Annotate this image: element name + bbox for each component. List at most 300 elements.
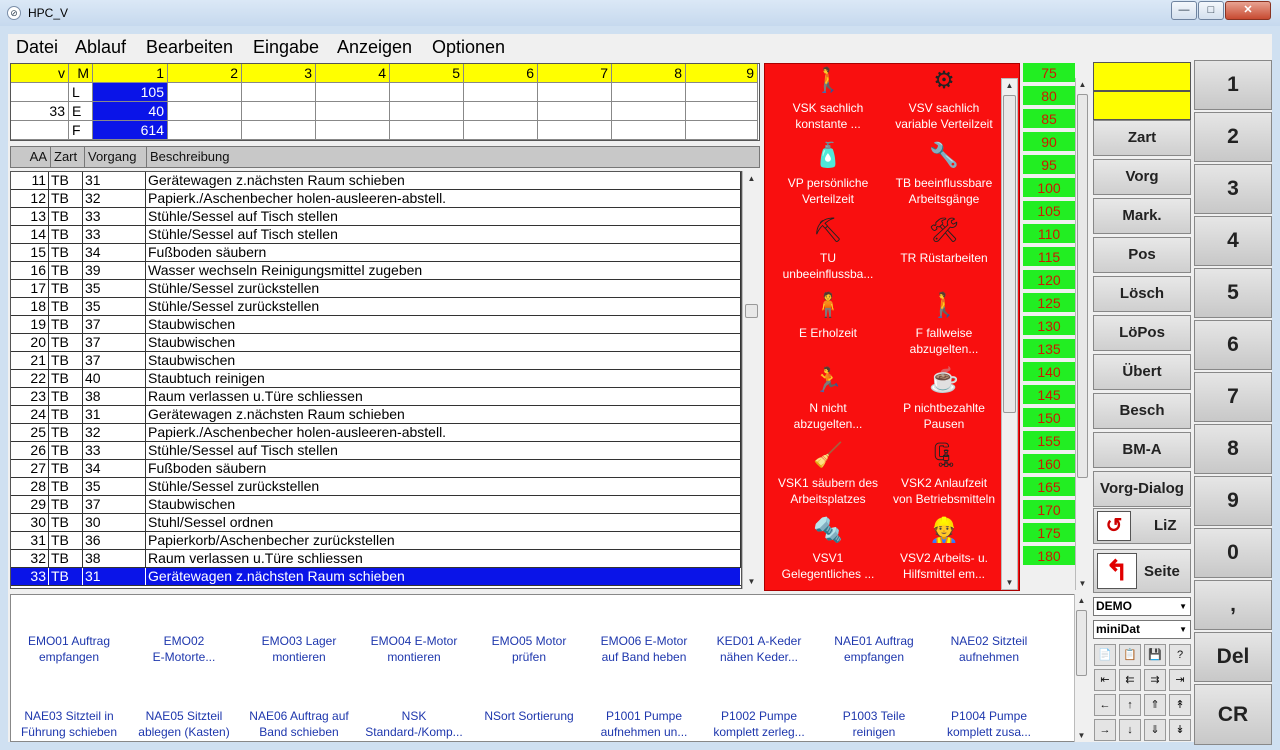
table-row[interactable] bbox=[11, 514, 741, 532]
numpad-key[interactable]: 7 bbox=[1194, 372, 1272, 422]
category-item[interactable] bbox=[769, 366, 887, 432]
grid-header-5[interactable]: 4 bbox=[316, 64, 390, 83]
category-item[interactable] bbox=[769, 441, 887, 507]
side-button-pos[interactable]: Pos bbox=[1093, 237, 1191, 273]
template-item[interactable] bbox=[473, 708, 585, 724]
numpad-key[interactable]: 3 bbox=[1194, 164, 1272, 214]
grid-m-cell[interactable]: F bbox=[69, 121, 93, 140]
process-list bbox=[10, 171, 742, 589]
app-logo-icon: ⊘ bbox=[7, 6, 21, 20]
percent-cell[interactable]: 75 bbox=[1023, 63, 1075, 84]
percent-cell[interactable]: 100 bbox=[1023, 178, 1075, 199]
percent-cell[interactable]: 105 bbox=[1023, 201, 1075, 222]
grid-header-3[interactable]: 2 bbox=[168, 64, 242, 83]
grid-value-cell[interactable]: 105 bbox=[93, 83, 168, 102]
cell-desc: Gerätewagen z.nächsten Raum schieben bbox=[146, 172, 741, 189]
prev-page-icon[interactable]: ⇇ bbox=[1119, 669, 1141, 691]
cell-vg: 33 bbox=[83, 442, 146, 459]
percent-cell[interactable]: 90 bbox=[1023, 132, 1075, 153]
grid-empty-cell[interactable] bbox=[242, 121, 316, 140]
cell-vg: 34 bbox=[83, 244, 146, 261]
category-label: VP persönliche bbox=[787, 176, 869, 190]
menu-bearbeiten[interactable]: Bearbeiten bbox=[146, 37, 234, 57]
up-arrow-icon[interactable]: ↑ bbox=[1119, 694, 1141, 716]
numpad-key[interactable]: 4 bbox=[1194, 216, 1272, 266]
table-row[interactable] bbox=[11, 550, 741, 568]
cell-aa: 19 bbox=[11, 316, 49, 333]
table-row[interactable] bbox=[11, 244, 741, 262]
category-label: VSK2 Anlaufzeit bbox=[900, 476, 988, 490]
category-sublabel: abzugelten... bbox=[909, 342, 979, 356]
cell-desc: Staubtuch reinigen bbox=[146, 370, 741, 387]
template-item[interactable] bbox=[13, 708, 125, 740]
grid-empty-cell[interactable] bbox=[316, 102, 390, 121]
template-label: EMO02 bbox=[163, 634, 205, 648]
table-row[interactable] bbox=[11, 496, 741, 514]
database-dropdown[interactable]: miniDat ▼ bbox=[1093, 620, 1191, 639]
cell-aa: 32 bbox=[11, 550, 49, 567]
menu-bar bbox=[8, 34, 1272, 60]
grid-empty-cell[interactable] bbox=[538, 102, 612, 121]
percent-cell[interactable]: 80 bbox=[1023, 86, 1075, 107]
menu-datei[interactable]: Datei bbox=[16, 37, 59, 57]
cell-zart: TB bbox=[49, 532, 83, 549]
cell-zart: TB bbox=[49, 334, 83, 351]
grid-empty-cell[interactable] bbox=[686, 121, 758, 140]
scroll-up-icon[interactable]: ▲ bbox=[1005, 81, 1014, 90]
cell-zart: TB bbox=[49, 478, 83, 495]
template-item[interactable] bbox=[588, 708, 700, 740]
cell-desc: Staubwischen bbox=[146, 334, 741, 351]
table-row[interactable] bbox=[11, 262, 741, 280]
template-sublabel: montieren bbox=[272, 650, 326, 664]
grid-v-cell[interactable] bbox=[11, 83, 69, 102]
list-header bbox=[10, 146, 760, 168]
template-sublabel: aufnehmen un... bbox=[600, 725, 688, 739]
grid-empty-cell[interactable] bbox=[390, 83, 464, 102]
numpad-key[interactable]: 0 bbox=[1194, 528, 1272, 578]
broom-icon: 🧹 bbox=[813, 442, 843, 469]
scroll-down-icon[interactable]: ▼ bbox=[1078, 579, 1087, 588]
template-item[interactable] bbox=[703, 708, 815, 740]
category-label: P nichtbezahlte bbox=[903, 401, 985, 415]
left-arrow-icon[interactable]: ← bbox=[1094, 694, 1116, 716]
cell-vg: 32 bbox=[83, 424, 146, 441]
grid-empty-cell[interactable] bbox=[464, 121, 538, 140]
grid-empty-cell[interactable] bbox=[686, 102, 758, 121]
table-row[interactable] bbox=[11, 280, 741, 298]
grid-header-4[interactable]: 3 bbox=[242, 64, 316, 83]
percent-scrollbar[interactable] bbox=[1075, 78, 1089, 590]
page-up-icon[interactable]: ⇑ bbox=[1144, 694, 1166, 716]
percent-cell[interactable]: 110 bbox=[1023, 224, 1075, 245]
cell-desc: Raum verlassen u.Türe schliessen bbox=[146, 388, 741, 405]
minimize-button[interactable]: — bbox=[1171, 1, 1197, 20]
numpad-key[interactable]: 9 bbox=[1194, 476, 1272, 526]
template-item[interactable] bbox=[128, 708, 240, 740]
close-button[interactable]: ✕ bbox=[1225, 1, 1271, 20]
scroll-down-icon[interactable]: ▼ bbox=[1005, 578, 1014, 587]
col-vorgang[interactable]: Vorgang bbox=[85, 147, 147, 167]
side-button-mark[interactable]: Mark. bbox=[1093, 198, 1191, 234]
help-icon[interactable]: ? bbox=[1169, 644, 1191, 666]
side-button-besch[interactable]: Besch bbox=[1093, 393, 1191, 429]
table-row[interactable] bbox=[11, 568, 741, 586]
grid-empty-cell[interactable] bbox=[390, 102, 464, 121]
grid-empty-cell[interactable] bbox=[538, 121, 612, 140]
category-sublabel: von Betriebsmitteln bbox=[892, 492, 996, 506]
percent-cell[interactable]: 170 bbox=[1023, 500, 1075, 521]
cell-zart: TB bbox=[49, 388, 83, 405]
table-row[interactable] bbox=[11, 370, 741, 388]
table-row[interactable] bbox=[11, 334, 741, 352]
template-item[interactable] bbox=[358, 708, 470, 740]
template-sublabel: E-Motorte... bbox=[152, 650, 216, 664]
table-row[interactable] bbox=[11, 208, 741, 226]
down-arrow-icon[interactable]: ↓ bbox=[1119, 719, 1141, 741]
tool-icon: 🔩 bbox=[813, 517, 843, 544]
template-item[interactable] bbox=[588, 633, 700, 665]
grid-v-cell[interactable] bbox=[11, 121, 69, 140]
category-item[interactable] bbox=[769, 291, 887, 341]
templates-scrollbar[interactable] bbox=[1074, 594, 1088, 742]
category-item[interactable] bbox=[885, 291, 1003, 357]
table-row[interactable] bbox=[11, 442, 741, 460]
template-label: P1004 Pumpe bbox=[950, 709, 1028, 723]
drill-icon: ⛏ bbox=[812, 217, 844, 244]
category-label: VSV sachlich bbox=[908, 101, 980, 115]
grid-v-cell[interactable]: 33 bbox=[11, 102, 69, 121]
numpad-key[interactable]: 6 bbox=[1194, 320, 1272, 370]
percent-cell[interactable]: 130 bbox=[1023, 316, 1075, 337]
cell-aa: 13 bbox=[11, 208, 49, 225]
grid-empty-cell[interactable] bbox=[168, 83, 242, 102]
grid-empty-cell[interactable] bbox=[168, 102, 242, 121]
cell-vg: 37 bbox=[83, 352, 146, 369]
category-scrollbar[interactable] bbox=[1001, 78, 1018, 590]
percent-cell[interactable]: 155 bbox=[1023, 431, 1075, 452]
template-item[interactable] bbox=[933, 633, 1045, 665]
page-down-icon[interactable]: ⇓ bbox=[1144, 719, 1166, 741]
grid-m-cell[interactable]: E bbox=[69, 102, 93, 121]
category-label: TB beeinflussbare bbox=[895, 176, 993, 190]
cell-vg: 31 bbox=[83, 406, 146, 423]
percent-cell[interactable]: 125 bbox=[1023, 293, 1075, 314]
cell-desc: Papierk./Aschenbecher holen-ausleeren-abstell. bbox=[146, 190, 741, 207]
category-label: N nicht bbox=[809, 401, 847, 415]
back-arrow-icon: ↰ bbox=[1097, 553, 1137, 589]
table-row[interactable] bbox=[11, 298, 741, 316]
liz-icon: ↺ bbox=[1097, 511, 1131, 541]
numpad-key[interactable]: 8 bbox=[1194, 424, 1272, 474]
template-sublabel: Band schieben bbox=[259, 725, 339, 739]
category-item[interactable] bbox=[769, 516, 887, 582]
percent-cell[interactable]: 145 bbox=[1023, 385, 1075, 406]
percent-column bbox=[1023, 63, 1075, 591]
scroll-thumb[interactable] bbox=[1076, 610, 1087, 676]
category-item[interactable] bbox=[885, 441, 1003, 507]
category-item[interactable] bbox=[885, 66, 1003, 132]
cell-vg: 31 bbox=[83, 172, 146, 189]
table-row[interactable] bbox=[11, 226, 741, 244]
cell-aa: 30 bbox=[11, 514, 49, 531]
table-row[interactable] bbox=[11, 406, 741, 424]
grid-header-7[interactable]: 6 bbox=[464, 64, 538, 83]
grid-header-9[interactable]: 8 bbox=[612, 64, 686, 83]
grid-empty-cell[interactable] bbox=[612, 121, 686, 140]
cell-aa: 25 bbox=[11, 424, 49, 441]
list-scrollbar[interactable] bbox=[742, 171, 760, 589]
cell-zart: TB bbox=[49, 172, 83, 189]
category-item[interactable] bbox=[769, 66, 887, 132]
template-sublabel: auf Band heben bbox=[601, 650, 687, 664]
cell-desc: Stühle/Sessel auf Tisch stellen bbox=[146, 442, 741, 459]
grid-empty-cell[interactable] bbox=[316, 83, 390, 102]
cell-zart: TB bbox=[49, 568, 83, 585]
last-icon[interactable]: ⇥ bbox=[1169, 669, 1191, 691]
cell-zart: TB bbox=[49, 244, 83, 261]
category-label: F fallweise bbox=[915, 326, 973, 340]
grid-empty-cell[interactable] bbox=[686, 83, 758, 102]
template-item[interactable] bbox=[933, 708, 1045, 740]
cell-desc: Fußboden säubern bbox=[146, 244, 741, 261]
template-sublabel: Führung schieben bbox=[20, 725, 118, 739]
category-label: TU bbox=[820, 251, 836, 265]
scroll-down-icon[interactable]: ▼ bbox=[1077, 731, 1086, 740]
template-label: P1003 Teile bbox=[842, 709, 906, 723]
col-aa[interactable]: AA bbox=[11, 147, 51, 167]
cell-vg: 35 bbox=[83, 280, 146, 297]
template-sublabel: Standard-/Komp... bbox=[365, 725, 463, 739]
template-item[interactable] bbox=[243, 708, 355, 740]
cell-aa: 11 bbox=[11, 172, 49, 189]
template-label: P1001 Pumpe bbox=[605, 709, 683, 723]
percent-cell[interactable]: 180 bbox=[1023, 546, 1075, 567]
percent-cell[interactable]: 85 bbox=[1023, 109, 1075, 130]
scroll-thumb[interactable] bbox=[1077, 94, 1088, 478]
category-label: TR Rüstarbeiten bbox=[900, 251, 988, 265]
side-button-bma[interactable]: BM-A bbox=[1093, 432, 1191, 468]
cell-zart: TB bbox=[49, 190, 83, 207]
worker-icon: 🚶 bbox=[813, 67, 843, 94]
grid-empty-cell[interactable] bbox=[390, 121, 464, 140]
category-label: E Erholzeit bbox=[798, 326, 858, 340]
grid-empty-cell[interactable] bbox=[538, 83, 612, 102]
percent-cell[interactable]: 150 bbox=[1023, 408, 1075, 429]
grid-empty-cell[interactable] bbox=[242, 102, 316, 121]
grid-empty-cell[interactable] bbox=[316, 121, 390, 140]
grid-header-1[interactable]: M bbox=[69, 64, 93, 83]
menu-optionen[interactable]: Optionen bbox=[432, 37, 506, 57]
cell-aa: 12 bbox=[11, 190, 49, 207]
table-row[interactable] bbox=[11, 532, 741, 550]
process-templates-panel bbox=[10, 594, 1076, 742]
cell-zart: TB bbox=[49, 514, 83, 531]
scroll-thumb[interactable] bbox=[745, 304, 758, 318]
table-row[interactable] bbox=[11, 190, 741, 208]
percent-cell[interactable]: 135 bbox=[1023, 339, 1075, 360]
category-label: VSK sachlich bbox=[792, 101, 864, 115]
template-item[interactable] bbox=[13, 633, 125, 665]
grid-empty-cell[interactable] bbox=[242, 83, 316, 102]
cell-aa: 21 bbox=[11, 352, 49, 369]
liz-button[interactable]: ↺ LiZ bbox=[1093, 508, 1191, 544]
category-item[interactable] bbox=[885, 216, 1003, 266]
template-item[interactable] bbox=[818, 708, 930, 740]
grid-header-6[interactable]: 5 bbox=[390, 64, 464, 83]
template-item[interactable] bbox=[703, 633, 815, 665]
numpad-key[interactable]: CR bbox=[1194, 684, 1272, 745]
grid-header-10[interactable]: 9 bbox=[686, 64, 758, 83]
side-button-zart[interactable]: Zart bbox=[1093, 120, 1191, 156]
scroll-up-icon[interactable]: ▲ bbox=[747, 174, 756, 183]
percent-cell[interactable]: 175 bbox=[1023, 523, 1075, 544]
scroll-down-icon[interactable]: ▼ bbox=[747, 577, 756, 586]
menu-anzeigen[interactable]: Anzeigen bbox=[337, 37, 413, 57]
scroll-up-icon[interactable]: ▲ bbox=[1077, 596, 1086, 605]
cell-aa: 18 bbox=[11, 298, 49, 315]
percent-cell[interactable]: 115 bbox=[1023, 247, 1075, 268]
side-button-vorgdialog[interactable]: Vorg-Dialog bbox=[1093, 471, 1191, 507]
category-sublabel: Pausen bbox=[923, 417, 965, 431]
template-label: EMO06 E-Motor bbox=[600, 634, 688, 648]
numpad-key[interactable]: 2 bbox=[1194, 112, 1272, 162]
category-sublabel: unbeeinflussba... bbox=[782, 267, 874, 281]
category-sublabel: abzugelten... bbox=[793, 417, 863, 431]
grid-header-2[interactable]: 1 bbox=[93, 64, 168, 83]
grid-m-cell[interactable]: L bbox=[69, 83, 93, 102]
numpad-key[interactable]: Del bbox=[1194, 632, 1272, 682]
grid-value-cell[interactable]: 614 bbox=[93, 121, 168, 140]
numpad-key[interactable]: , bbox=[1194, 580, 1272, 630]
grid-value-cell[interactable]: 40 bbox=[93, 102, 168, 121]
save-icon[interactable]: 💾 bbox=[1144, 644, 1166, 666]
template-item[interactable] bbox=[358, 633, 470, 665]
scroll-up-icon[interactable]: ▲ bbox=[1078, 80, 1087, 89]
menu-ablauf[interactable]: Ablauf bbox=[75, 37, 127, 57]
cell-vg: 35 bbox=[83, 298, 146, 315]
break-icon: ☕ bbox=[929, 367, 959, 394]
template-sublabel: komplett zusa... bbox=[946, 725, 1032, 739]
percent-cell[interactable]: 160 bbox=[1023, 454, 1075, 475]
grid-empty-cell[interactable] bbox=[168, 121, 242, 140]
cell-desc: Staubwischen bbox=[146, 316, 741, 333]
machine-icon: 🔧 bbox=[929, 142, 959, 169]
walker-icon: 🚶 bbox=[929, 292, 959, 319]
table-row[interactable] bbox=[11, 424, 741, 442]
cell-aa: 23 bbox=[11, 388, 49, 405]
category-item[interactable] bbox=[885, 366, 1003, 432]
cell-vg: 35 bbox=[83, 478, 146, 495]
cell-vg: 32 bbox=[83, 190, 146, 207]
category-item[interactable] bbox=[769, 141, 887, 207]
cell-aa: 17 bbox=[11, 280, 49, 297]
dataset-dropdown[interactable]: DEMO ▼ bbox=[1093, 597, 1191, 616]
cell-zart: TB bbox=[49, 352, 83, 369]
top-icon[interactable]: ↟ bbox=[1169, 694, 1191, 716]
cell-vg: 31 bbox=[83, 568, 146, 585]
bottom-icon[interactable]: ↡ bbox=[1169, 719, 1191, 741]
input-field-1[interactable] bbox=[1093, 62, 1191, 91]
maximize-button[interactable]: □ bbox=[1198, 1, 1224, 20]
next-page-icon[interactable]: ⇉ bbox=[1144, 669, 1166, 691]
scroll-thumb[interactable] bbox=[1003, 95, 1016, 413]
menu-eingabe[interactable]: Eingabe bbox=[253, 37, 320, 57]
cell-vg: 33 bbox=[83, 226, 146, 243]
new-doc-icon[interactable]: 📄 bbox=[1094, 644, 1116, 666]
category-item[interactable] bbox=[769, 216, 887, 282]
table-row[interactable] bbox=[11, 352, 741, 370]
gauge-icon: ⚙ bbox=[933, 67, 955, 94]
cell-vg: 40 bbox=[83, 370, 146, 387]
cell-aa: 33 bbox=[11, 568, 49, 585]
template-item[interactable] bbox=[473, 633, 585, 665]
table-row[interactable] bbox=[11, 460, 741, 478]
copy-icon[interactable]: 📋 bbox=[1119, 644, 1141, 666]
percent-cell[interactable]: 140 bbox=[1023, 362, 1075, 383]
template-item[interactable] bbox=[818, 633, 930, 665]
percent-cell[interactable]: 120 bbox=[1023, 270, 1075, 291]
grid-empty-cell[interactable] bbox=[612, 102, 686, 121]
percent-cell[interactable]: 165 bbox=[1023, 477, 1075, 498]
category-panel bbox=[764, 63, 1020, 591]
grid-empty-cell[interactable] bbox=[612, 83, 686, 102]
input-field-2[interactable] bbox=[1093, 91, 1191, 120]
grid-empty-cell[interactable] bbox=[464, 102, 538, 121]
table-row[interactable] bbox=[11, 388, 741, 406]
table-row[interactable] bbox=[11, 172, 741, 190]
cell-desc: Gerätewagen z.nächsten Raum schieben bbox=[146, 568, 741, 585]
grid-header-8[interactable]: 7 bbox=[538, 64, 612, 83]
template-item[interactable] bbox=[243, 633, 355, 665]
template-sublabel: komplett zerleg... bbox=[713, 725, 805, 739]
category-item[interactable] bbox=[885, 141, 1003, 207]
category-item[interactable] bbox=[885, 516, 1003, 582]
template-sublabel: prüfen bbox=[511, 650, 547, 664]
table-row[interactable] bbox=[11, 478, 741, 496]
grid-empty-cell[interactable] bbox=[464, 83, 538, 102]
cell-aa: 26 bbox=[11, 442, 49, 459]
side-button-löpos[interactable]: LöPos bbox=[1093, 315, 1191, 351]
cell-vg: 37 bbox=[83, 334, 146, 351]
template-label: EMO05 Motor bbox=[491, 634, 567, 648]
side-button-lösch[interactable]: Lösch bbox=[1093, 276, 1191, 312]
window-title: HPC_V bbox=[28, 6, 69, 20]
cell-zart: TB bbox=[49, 460, 83, 477]
cell-desc: Stühle/Sessel auf Tisch stellen bbox=[146, 226, 741, 243]
cell-aa: 28 bbox=[11, 478, 49, 495]
side-button-übert[interactable]: Übert bbox=[1093, 354, 1191, 390]
grid-header-0[interactable]: v bbox=[11, 64, 69, 83]
side-button-vorg[interactable]: Vorg bbox=[1093, 159, 1191, 195]
template-item[interactable] bbox=[128, 633, 240, 665]
percent-cell[interactable]: 95 bbox=[1023, 155, 1075, 176]
col-zart[interactable]: Zart bbox=[51, 147, 85, 167]
cell-aa: 22 bbox=[11, 370, 49, 387]
numpad-key[interactable]: 5 bbox=[1194, 268, 1272, 318]
spray-icon: 🧴 bbox=[813, 142, 843, 169]
right-arrow-icon[interactable]: → bbox=[1094, 719, 1116, 741]
table-row[interactable] bbox=[11, 316, 741, 334]
template-sublabel: ablegen (Kasten) bbox=[138, 725, 230, 739]
category-sublabel: Gelegentliches ... bbox=[781, 567, 875, 581]
template-sublabel: aufnehmen bbox=[958, 650, 1020, 664]
first-icon[interactable]: ⇤ bbox=[1094, 669, 1116, 691]
seite-button[interactable]: ↰ Seite bbox=[1093, 549, 1191, 593]
numpad-key[interactable]: 1 bbox=[1194, 60, 1272, 110]
template-label: NAE01 Auftrag bbox=[834, 634, 914, 648]
col-beschreibung[interactable]: Beschreibung bbox=[150, 149, 230, 164]
